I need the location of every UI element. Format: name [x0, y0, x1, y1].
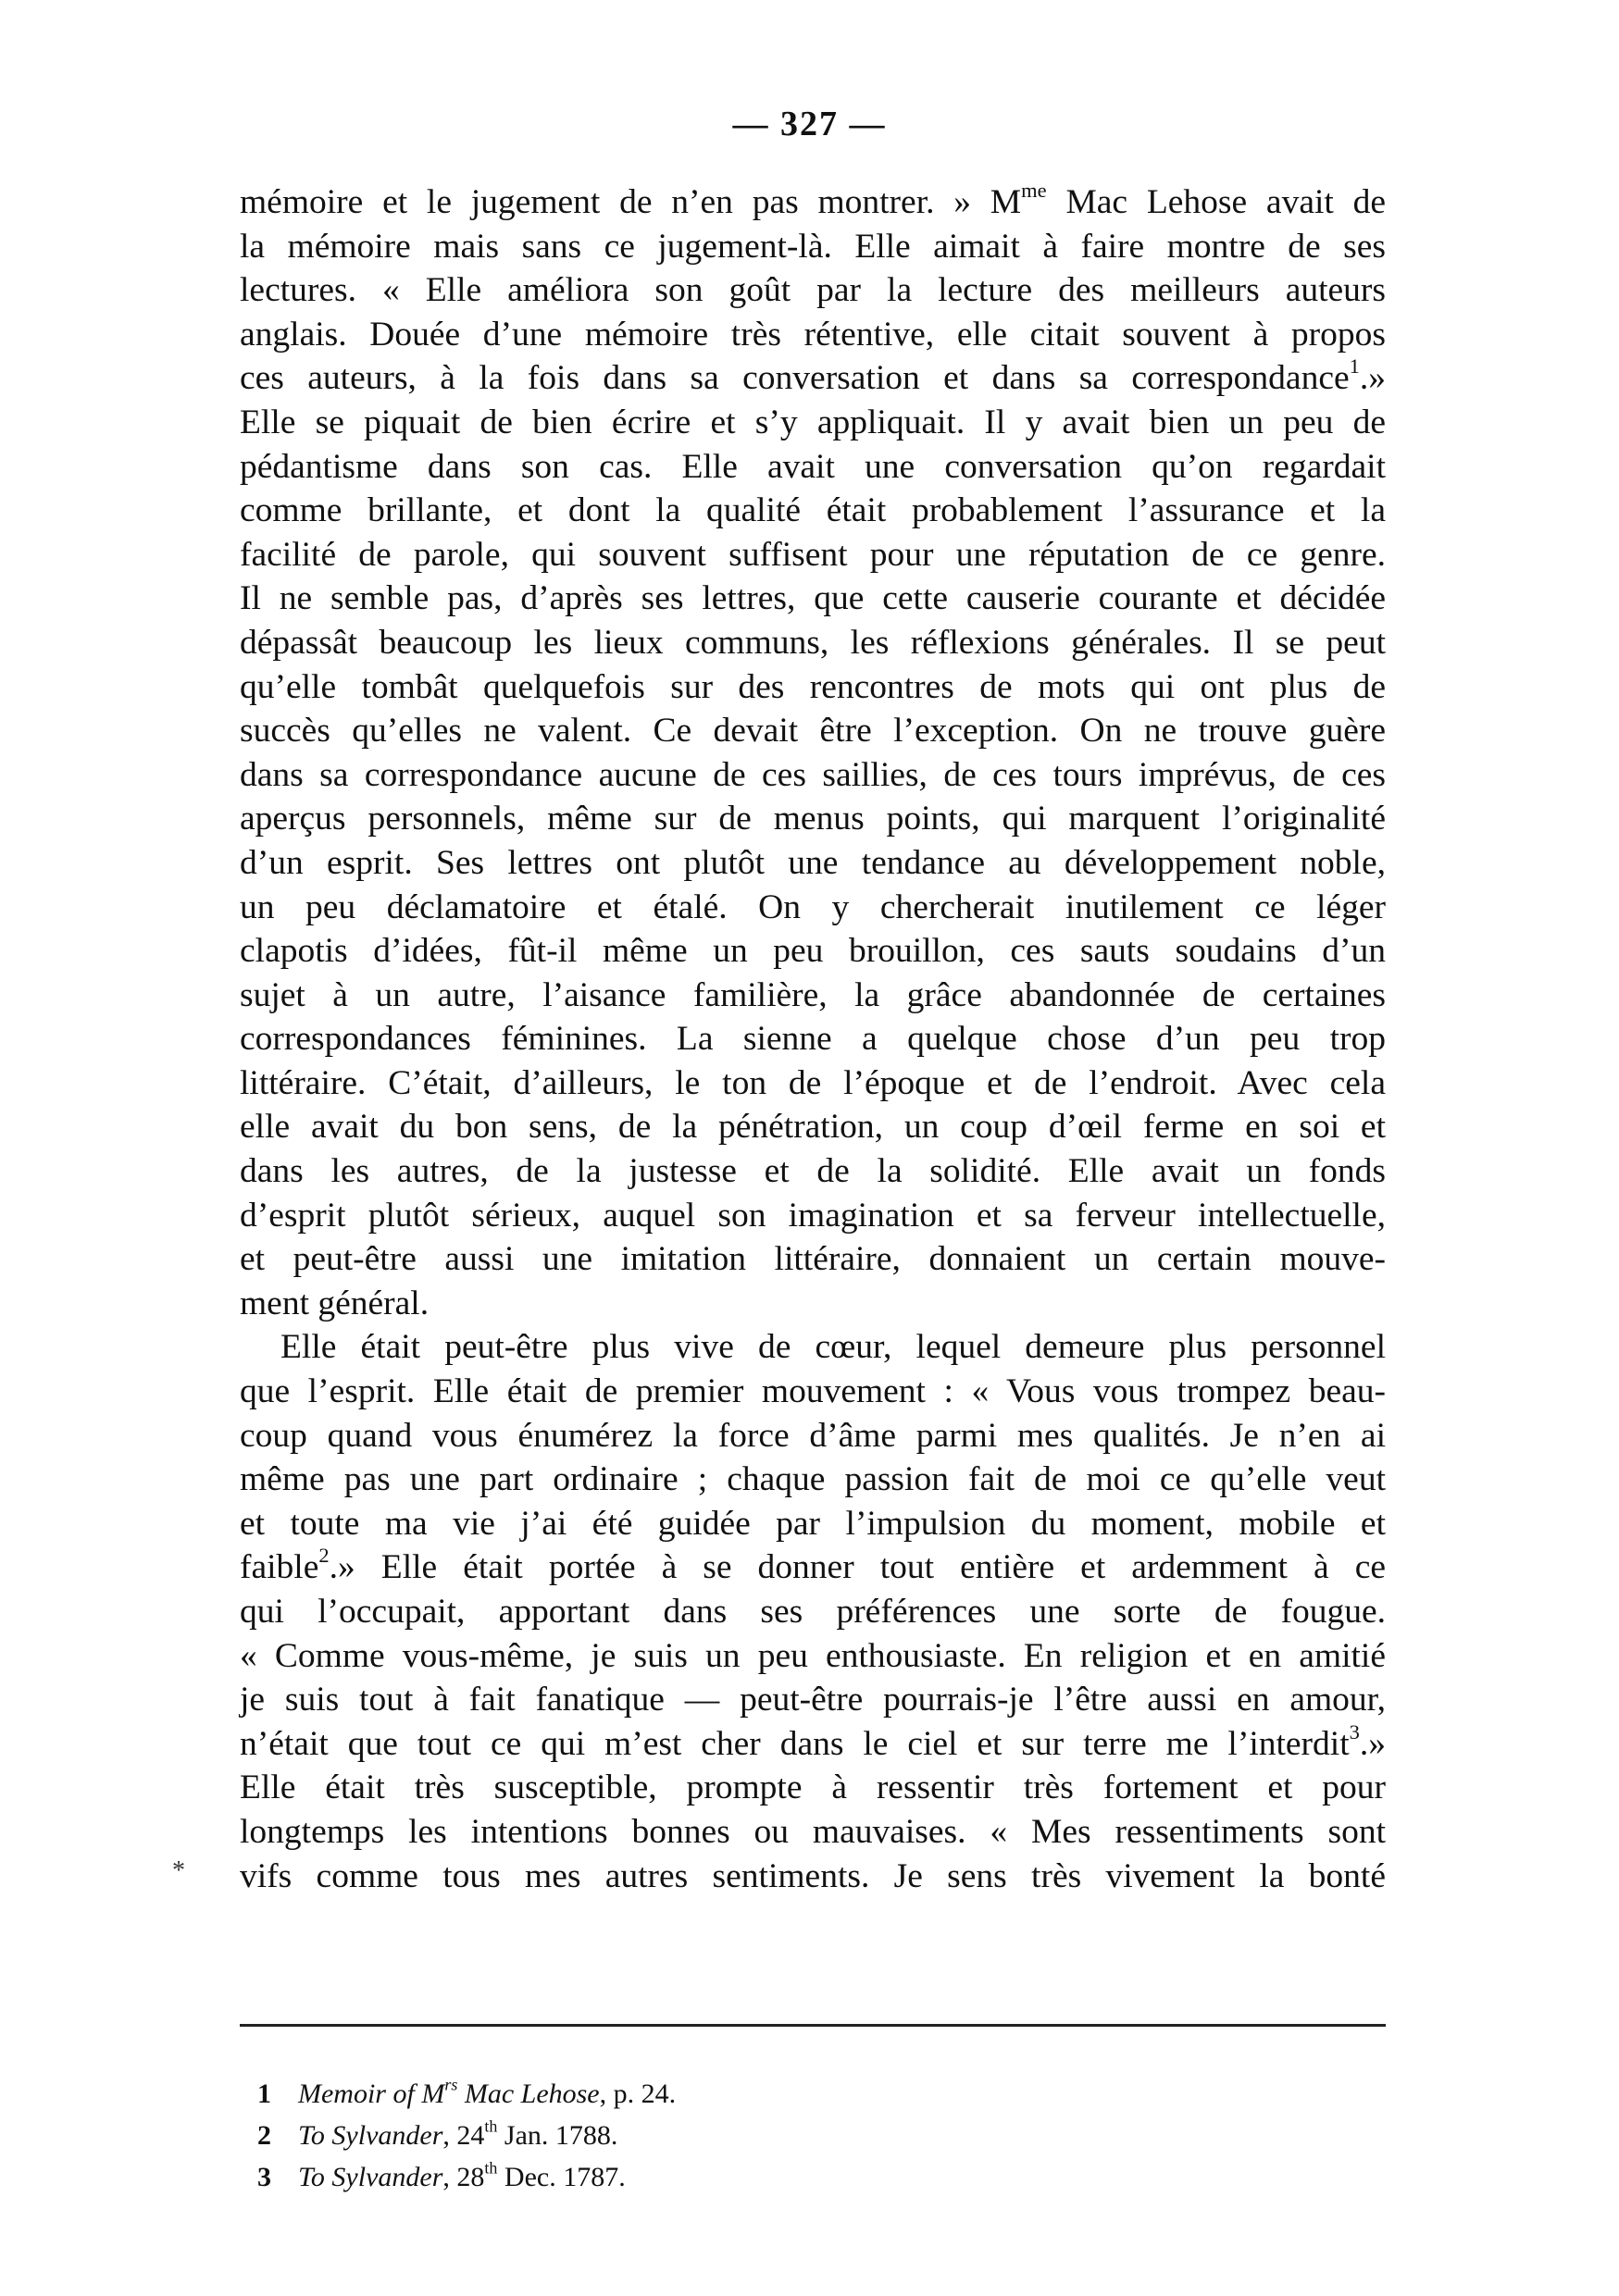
text-line: je suis tout à fait fanatique — peut-être pourrais-je l’être aussi en amour, — [240, 1681, 1386, 1719]
text-line: clapotis d’idées, fût-il même un peu brouillon, ces sauts soudains d’un — [240, 932, 1386, 971]
text-line: dans les autres, de la justesse et de la solidité. Elle avait un fonds — [240, 1152, 1386, 1191]
footnote-number: 3 — [257, 2162, 271, 2192]
superscript: 1 — [1349, 354, 1360, 379]
text-line: elle avait du bon sens, de la pénétration, un coup d’œil ferme en soi et — [240, 1108, 1386, 1147]
text-line: d’esprit plutôt sérieux, auquel son imagination et sa ferveur intellectuelle, — [240, 1196, 1386, 1235]
footnote-source: To Sylvander — [298, 2120, 443, 2151]
text-line: Elle était très susceptible, prompte à ressentir très fortement et pour — [240, 1769, 1386, 1807]
text-line: succès qu’elles ne valent. Ce devait être l’exception. On ne trouve guère — [240, 712, 1386, 751]
text-line: littéraire. C’était, d’ailleurs, le ton de l’époque et de l’endroit. Avec cela — [240, 1063, 1386, 1102]
superscript: 3 — [1349, 1719, 1360, 1744]
margin-mark: * — [172, 1856, 185, 1885]
text-line: sujet à un autre, l’aisance familière, la grâce abandonnée de certaines — [240, 975, 1386, 1014]
text-line: dépassât beaucoup les lieux communs, les réflexions générales. Il se peut — [240, 623, 1386, 662]
page-number: — 327 — — [732, 105, 887, 143]
footnote — [257, 2115, 676, 2156]
superscript: 2 — [318, 1544, 330, 1568]
footnote-number: 1 — [257, 2079, 271, 2109]
footnote-detail: , 28th Dec. 1787. — [442, 2158, 626, 2192]
text-line: et toute ma vie j’ai été guidée par l’impulsion du moment, mobile et — [240, 1504, 1386, 1543]
text-line: aperçus personnels, même sur de menus points, qui marquent l’originalité — [240, 800, 1386, 838]
text-line: la mémoire mais sans ce jugement-là. Elle aimait à faire montre de ses — [240, 227, 1386, 266]
text-line: ment général. — [240, 1284, 430, 1322]
footnote — [257, 2156, 676, 2198]
body-text — [240, 180, 1386, 1898]
superscript: me — [1021, 179, 1047, 203]
text-line: pédantisme dans son cas. Elle avait une conversation qu’on regardait — [240, 447, 1386, 486]
footnotes — [257, 2073, 676, 2198]
text-line: correspondances féminines. La sienne a quelque chose d’un peu trop — [240, 1020, 1386, 1059]
text-line: « Comme vous-même, je suis un peu enthousiaste. En religion et en amitié — [240, 1636, 1386, 1675]
text-line: Elle se piquait de bien écrire et s’y appliquait. Il y avait bien un peu de — [240, 403, 1386, 441]
footnote-number: 2 — [257, 2120, 271, 2151]
text-line: vifs comme tous mes autres sentiments. Je sens très vivement la bonté — [240, 1856, 1386, 1895]
text-line: coup quand vous énumérez la force d’âme parmi mes qualités. Je n’en ai — [240, 1416, 1386, 1455]
text-line: dans sa correspondance aucune de ces saillies, de ces tours imprévus, de ces — [240, 755, 1386, 794]
text-line: ces auteurs, à la fois dans sa conversation et dans sa correspondance$^1$.» — [240, 354, 1386, 398]
text-line: n’était que tout ce qui m’est cher dans le ciel et sur terre me l’interdit$^3$.» — [240, 1719, 1386, 1763]
text-line: un peu déclamatoire et étalé. On y chercherait inutilement ce léger — [240, 887, 1386, 926]
text-line: longtemps les intentions bonnes ou mauvaises. « Mes ressentiments sont — [240, 1812, 1386, 1851]
text-line: qui l’occupait, apportant dans ses préférences une sorte de fougue. — [240, 1593, 1386, 1631]
text-line: et peut-être aussi une imitation littéraire, donnaient un certain mouve- — [240, 1240, 1386, 1279]
text-line: d’un esprit. Ses lettres ont plutôt une tendance au développement noble, — [240, 843, 1386, 882]
text-line: qu’elle tombât quelquefois sur des rencontres de mots qui ont plus de — [240, 667, 1386, 706]
footnote-detail: , p. 24. — [599, 2079, 677, 2109]
text-line: Elle était peut-être plus vive de cœur, lequel demeure plus personnel — [280, 1328, 1386, 1367]
text-line: mémoire et le jugement de n’en pas montrer. » $M^{me}$ Mac Lehose avait de — [240, 179, 1386, 221]
text-line: anglais. Douée d’une mémoire très rétentive, elle citait souvent à propos — [240, 315, 1386, 354]
footnote — [257, 2073, 676, 2115]
footnote-source: Memoir of $M^{rs}$ Mac Lehose — [298, 2075, 600, 2109]
text-line: Il ne semble pas, d’après ses lettres, que cette causerie courante et décidée — [240, 579, 1386, 618]
text-line: que l’esprit. Elle était de premier mouvement : « Vous vous trompez beau- — [240, 1372, 1386, 1411]
footnote-rule — [240, 2024, 1386, 2027]
text-line: même pas une part ordinaire ; chaque passion fait de moi ce qu’elle veut — [240, 1460, 1386, 1499]
text-line: lectures. « Elle améliora son goût par la lecture des meilleurs auteurs — [240, 271, 1386, 310]
footnote-source: To Sylvander — [298, 2162, 443, 2192]
text-line: comme brillante, et dont la qualité était probablement l’assurance et la — [240, 491, 1386, 530]
text-line: faible$^2$.» Elle était portée à se donner tout entière et ardemment à ce — [240, 1544, 1386, 1587]
footnote-detail: , 24th Jan. 1788. — [442, 2116, 618, 2151]
text-line: facilité de parole, qui souvent suffisent pour une réputation de ce genre. — [240, 535, 1386, 574]
